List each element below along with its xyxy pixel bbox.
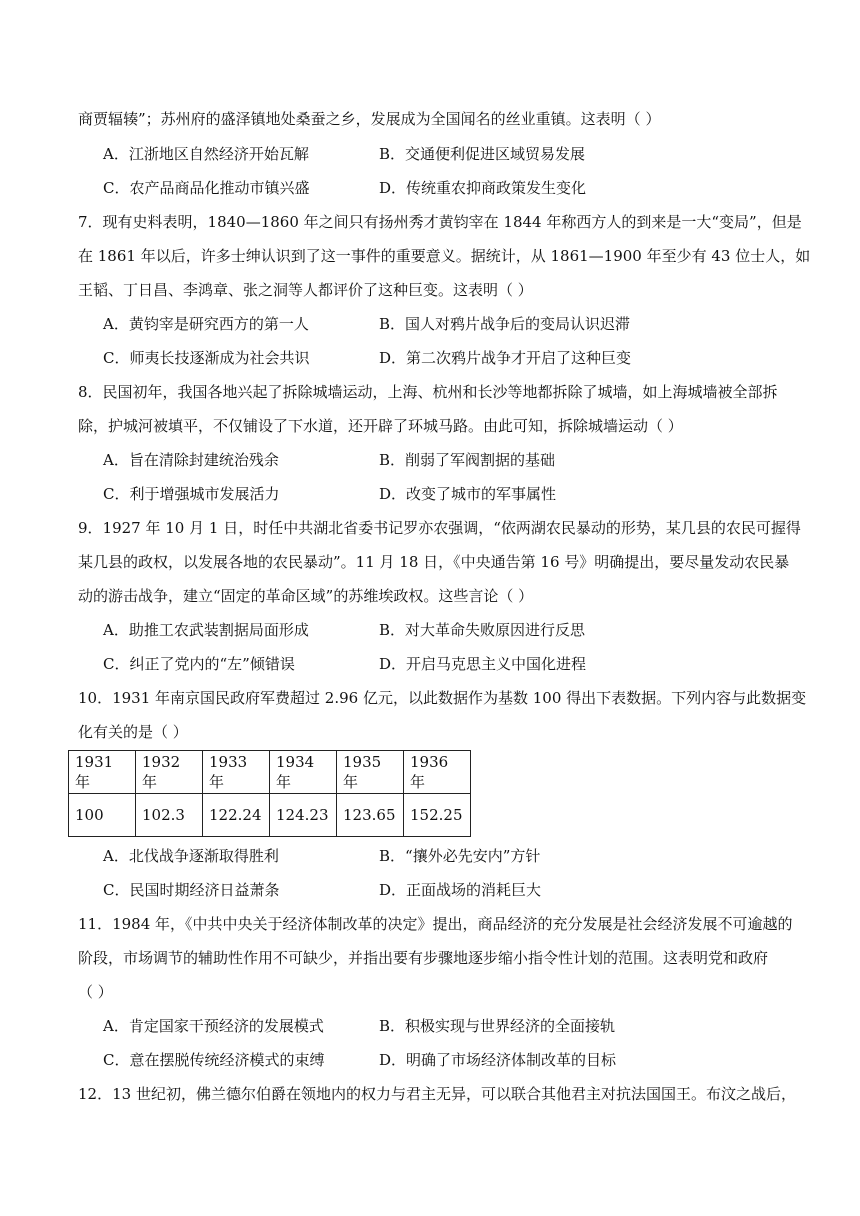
question-8-option-b[interactable]: B．削弱了军阀割据的基础 bbox=[379, 451, 556, 469]
question-8-option-d[interactable]: D．改变了城市的军事属性 bbox=[379, 485, 557, 503]
question-7-option-a[interactable]: A．黄钧宰是研究西方的第一人 bbox=[103, 315, 309, 333]
table-value-cell: 122.24 bbox=[203, 794, 270, 837]
question-6-option-c[interactable]: C．农产品商品化推动市镇兴盛 bbox=[103, 179, 310, 197]
question-6-option-b[interactable]: B．交通便利促进区域贸易发展 bbox=[379, 145, 586, 163]
question-10-option-b[interactable]: B．“攘外必先安内”方针 bbox=[379, 847, 541, 865]
question-11-line-3: （ ） bbox=[78, 983, 113, 1001]
table-header-row bbox=[69, 751, 471, 794]
table-value-row bbox=[69, 794, 471, 837]
question-7-option-d[interactable]: D．第二次鸦片战争才开启了这种巨变 bbox=[379, 349, 632, 367]
question-11-option-d[interactable]: D．明确了市场经济体制改革的目标 bbox=[379, 1051, 617, 1069]
question-9-option-a[interactable]: A．助推工农武装割据局面形成 bbox=[103, 621, 309, 639]
question-11-option-c[interactable]: C．意在摆脱传统经济模式的束缚 bbox=[103, 1051, 325, 1069]
question-11-option-b[interactable]: B．积极实现与世界经济的全面接轨 bbox=[379, 1017, 616, 1035]
question-8-option-c[interactable]: C．利于增强城市发展活力 bbox=[103, 485, 280, 503]
question-11-option-a[interactable]: A．肯定国家干预经济的发展模式 bbox=[103, 1017, 324, 1035]
question-8-option-a[interactable]: A．旨在清除封建统治残余 bbox=[103, 451, 279, 469]
question-7-line-3: 王韬、丁日昌、李鸿章、张之洞等人都评价了这种巨变。这表明（ ） bbox=[78, 281, 533, 299]
question-12-line-1: 12．13 世纪初，佛兰德尔伯爵在领地内的权力与君主无异，可以联合其他君主对抗法国国王。布汶之战后， bbox=[78, 1085, 796, 1103]
military-expense-table bbox=[68, 750, 471, 837]
question-9-line-1: 9．1927 年 10 月 1 日，时任中共湖北省委书记罗亦农强调，“依两湖农民暴动的形势，某几县的农民可握得 bbox=[78, 519, 801, 537]
table-year-cell: 1936 年 bbox=[404, 751, 471, 794]
question-8-line-1: 8．民国初年，我国各地兴起了拆除城墙运动，上海、杭州和长沙等地都拆除了城墙，如上海城墙被全部拆 bbox=[78, 383, 778, 401]
question-9-line-3: 动的游击战争，建立“固定的革命区域”的苏维埃政权。这些言论（ ） bbox=[78, 587, 534, 605]
table-year-cell: 1934 年 bbox=[270, 751, 337, 794]
table-value-cell: 123.65 bbox=[337, 794, 404, 837]
question-10-option-a[interactable]: A．北伐战争逐渐取得胜利 bbox=[103, 847, 279, 865]
question-7-line-2: 在 1861 年以后，许多士绅认识到了这一事件的重要意义。据统计，从 1861—1900 年至少有 43 位士人，如 bbox=[78, 247, 811, 265]
question-9-option-b[interactable]: B．对大革命失败原因进行反思 bbox=[379, 621, 586, 639]
question-7-option-c[interactable]: C．师夷长技逐渐成为社会共识 bbox=[103, 349, 310, 367]
table-year-cell: 1931 年 bbox=[69, 751, 136, 794]
question-10-option-d[interactable]: D．正面战场的消耗巨大 bbox=[379, 881, 542, 899]
question-6-option-d[interactable]: D．传统重农抑商政策发生变化 bbox=[379, 179, 587, 197]
question-6-text: 商贾辐辏”；苏州府的盛泽镇地处桑蚕之乡，发展成为全国闻名的丝业重镇。这表明（ ） bbox=[78, 110, 661, 128]
question-10-line-1: 10．1931 年南京国民政府军费超过 2.96 亿元，以此数据作为基数 100 得出下表数据。下列内容与此数据变 bbox=[78, 689, 807, 707]
question-10-line-2: 化有关的是（ ） bbox=[78, 723, 188, 741]
table-value-cell: 102.3 bbox=[136, 794, 203, 837]
table-year-cell: 1932 年 bbox=[136, 751, 203, 794]
question-7-line-1: 7．现有史料表明，1840—1860 年之间只有扬州秀才黄钧宰在 1844 年称西方人的到来是一大“变局”，但是 bbox=[78, 213, 802, 231]
question-7-option-b[interactable]: B．国人对鸦片战争后的变局认识迟滞 bbox=[379, 315, 631, 333]
question-10-option-c[interactable]: C．民国时期经济日益萧条 bbox=[103, 881, 280, 899]
question-6-option-a[interactable]: A．江浙地区自然经济开始瓦解 bbox=[103, 145, 309, 163]
question-11-line-2: 阶段，市场调节的辅助性作用不可缺少，并指出要有步骤地逐步缩小指令性计划的范围。这表明党和政府 bbox=[78, 949, 769, 967]
table-value-cell: 100 bbox=[69, 794, 136, 837]
question-11-line-1: 11．1984 年，《中共中央关于经济体制改革的决定》提出，商品经济的充分发展是社会经济发展不可逾越的 bbox=[78, 915, 793, 933]
table-year-cell: 1933 年 bbox=[203, 751, 270, 794]
table-value-cell: 152.25 bbox=[404, 794, 471, 837]
table-year-cell: 1935 年 bbox=[337, 751, 404, 794]
question-9-line-2: 某几县的政权，以发展各地的农民暴动”。11 月 18 日，《中央通告第 16 号》明确提出，要尽量发动农民暴 bbox=[78, 553, 790, 571]
question-9-option-d[interactable]: D．开启马克思主义中国化进程 bbox=[379, 655, 587, 673]
question-9-option-c[interactable]: C．纠正了党内的“左”倾错误 bbox=[103, 655, 295, 673]
table-value-cell: 124.23 bbox=[270, 794, 337, 837]
question-8-line-2: 除，护城河被填平，不仅铺设了下水道，还开辟了环城马路。由此可知，拆除城墙运动（ ） bbox=[78, 417, 683, 435]
